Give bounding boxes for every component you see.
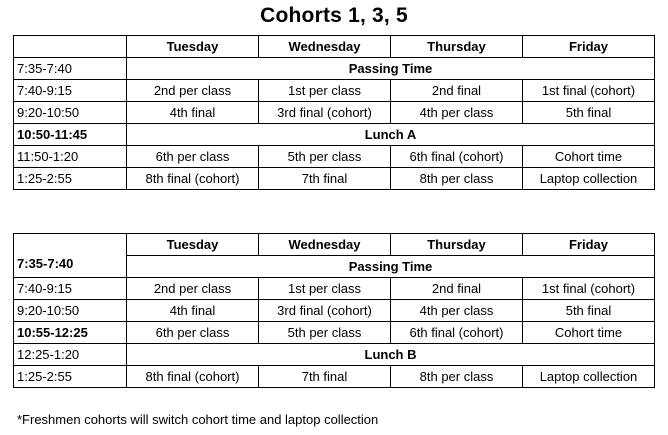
schedule-cell: 8th per class — [391, 366, 523, 388]
time-cell: 7:35-7:40 — [14, 58, 127, 80]
schedule-table-lunch-b — [13, 233, 655, 388]
schedule-cell: 6th per class — [127, 146, 259, 168]
day-header: Wednesday — [259, 234, 391, 256]
schedule-cell: 1st final (cohort) — [523, 80, 655, 102]
schedule-cell: 2nd final — [391, 80, 523, 102]
schedule-cell: 5th final — [523, 102, 655, 124]
day-header: Tuesday — [127, 36, 259, 58]
passing-time-cell: Passing Time — [127, 58, 655, 80]
schedule-cell: 1st per class — [259, 278, 391, 300]
time-cell: 7:40-9:15 — [14, 278, 127, 300]
table-row — [14, 168, 655, 190]
schedule-cell: 4th final — [127, 300, 259, 322]
schedule-cell: Laptop collection — [523, 366, 655, 388]
day-header: Tuesday — [127, 234, 259, 256]
schedule-cell: 3rd final (cohort) — [259, 300, 391, 322]
schedule-cell: 8th final (cohort) — [127, 168, 259, 190]
day-header: Wednesday — [259, 36, 391, 58]
time-cell: 7:40-9:15 — [14, 80, 127, 102]
header-row — [14, 36, 655, 58]
corner-cell — [14, 36, 127, 58]
schedule-cell: 5th per class — [259, 322, 391, 344]
schedule-cell: 6th per class — [127, 322, 259, 344]
schedule-cell: 6th final (cohort) — [391, 322, 523, 344]
schedule-cell: 5th per class — [259, 146, 391, 168]
time-cell: 1:25-2:55 — [14, 168, 127, 190]
schedule-cell: 2nd per class — [127, 80, 259, 102]
schedule-cell: 2nd per class — [127, 278, 259, 300]
table-row — [14, 102, 655, 124]
time-cell: 9:20-10:50 — [14, 300, 127, 322]
table-row — [14, 300, 655, 322]
schedule-cell: 6th final (cohort) — [391, 146, 523, 168]
passing-time-cell: Passing Time — [127, 256, 655, 278]
page-title: Cohorts 1, 3, 5 — [260, 4, 408, 27]
day-header: Friday — [523, 36, 655, 58]
schedule-cell: 1st per class — [259, 80, 391, 102]
schedule-cell: Cohort time — [523, 146, 655, 168]
time-cell: 1:25-2:55 — [14, 366, 127, 388]
schedule-cell: 3rd final (cohort) — [259, 102, 391, 124]
schedule-cell: 8th per class — [391, 168, 523, 190]
table-row — [14, 322, 655, 344]
schedule-cell: 8th final (cohort) — [127, 366, 259, 388]
table-row — [14, 278, 655, 300]
table-row — [14, 58, 655, 80]
lunch-cell: Lunch B — [127, 344, 655, 366]
schedule-cell: 1st final (cohort) — [523, 278, 655, 300]
time-cell: 10:55-12:25 — [14, 322, 127, 344]
schedule-cell: Laptop collection — [523, 168, 655, 190]
schedule-cell: 4th per class — [391, 300, 523, 322]
time-cell — [14, 234, 127, 278]
header-row — [14, 234, 655, 256]
table-row — [14, 124, 655, 146]
footnote: *Freshmen cohorts will switch cohort time and laptop collection — [17, 412, 379, 427]
day-header: Friday — [523, 234, 655, 256]
table-row — [14, 146, 655, 168]
schedule-table-lunch-a — [13, 35, 655, 190]
lunch-cell: Lunch A — [127, 124, 655, 146]
day-header: Thursday — [391, 234, 523, 256]
time-cell: 10:50-11:45 — [14, 124, 127, 146]
schedule-cell: Cohort time — [523, 322, 655, 344]
time-label: 7:35-7:40 — [17, 256, 74, 271]
time-cell: 11:50-1:20 — [14, 146, 127, 168]
schedule-cell: 4th final — [127, 102, 259, 124]
schedule-cell: 5th final — [523, 300, 655, 322]
time-cell: 9:20-10:50 — [14, 102, 127, 124]
schedule-cell: 4th per class — [391, 102, 523, 124]
table-row — [14, 366, 655, 388]
table-row — [14, 344, 655, 366]
schedule-cell: 7th final — [259, 168, 391, 190]
table-row — [14, 80, 655, 102]
day-header: Thursday — [391, 36, 523, 58]
schedule-cell: 7th final — [259, 366, 391, 388]
schedule-cell: 2nd final — [391, 278, 523, 300]
time-cell: 12:25-1:20 — [14, 344, 127, 366]
